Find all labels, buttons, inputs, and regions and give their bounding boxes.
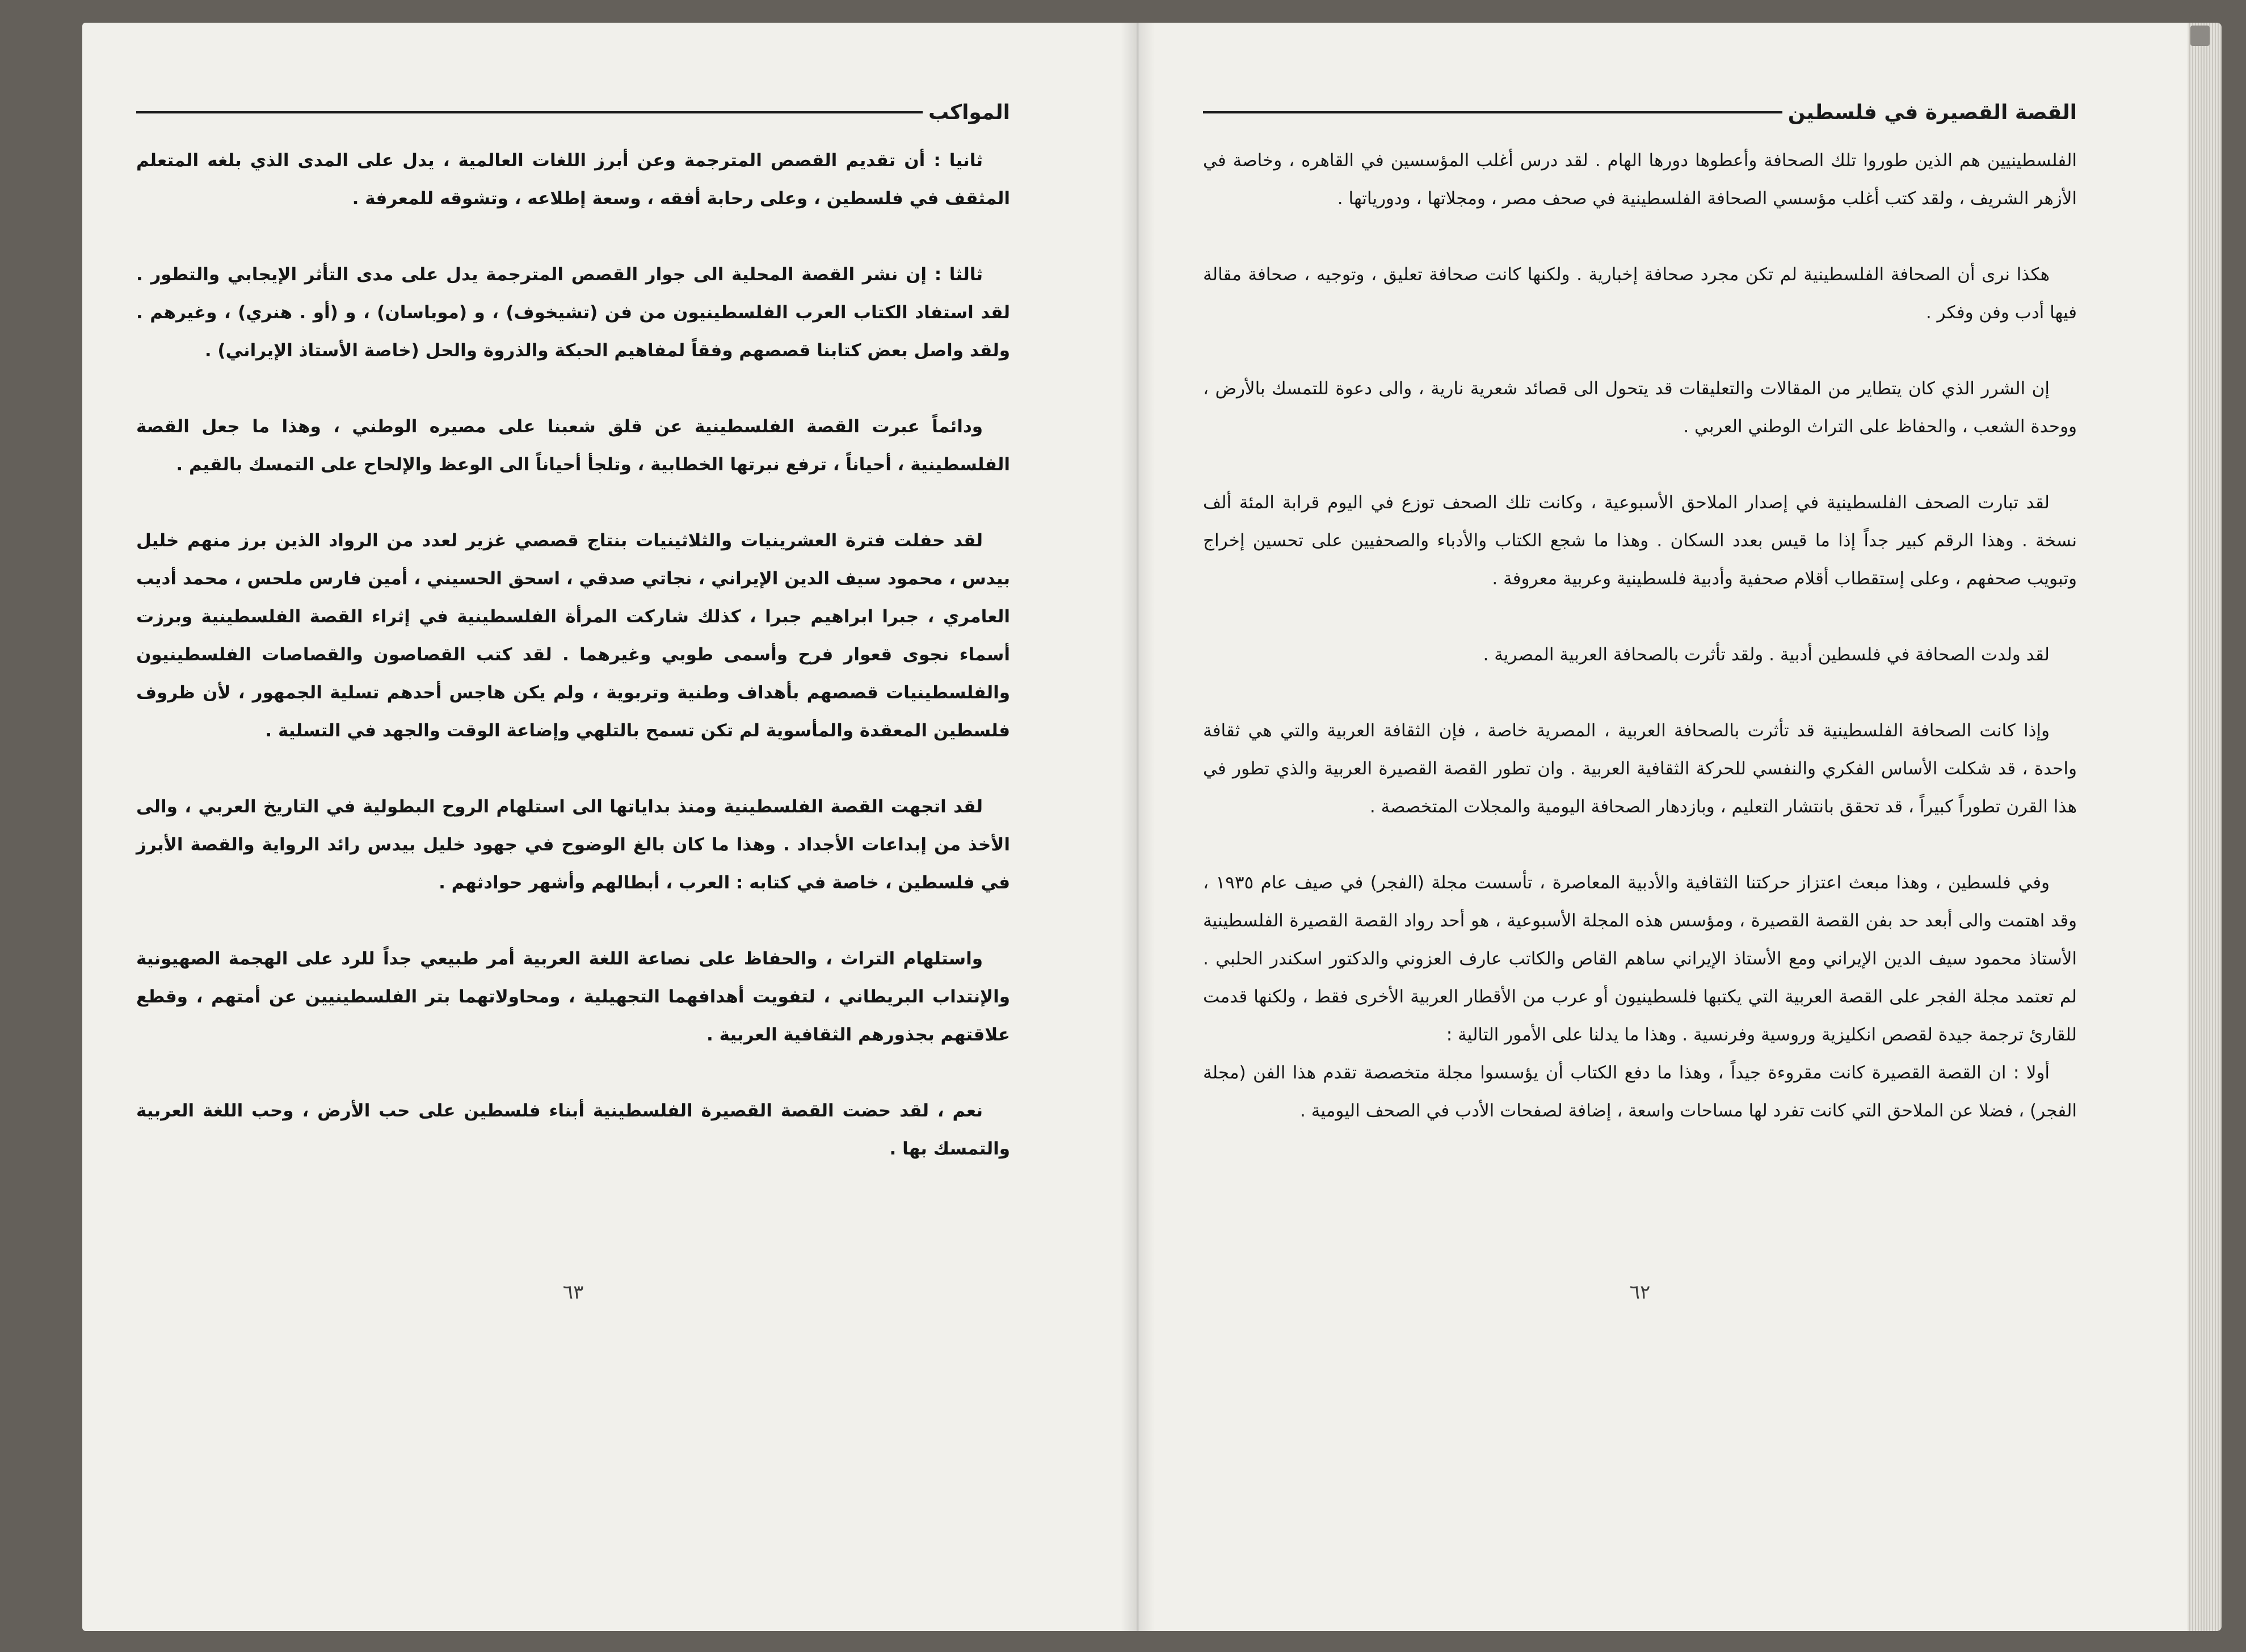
right-page-number: ٦٢: [1629, 1281, 1651, 1304]
left-header-rule: [136, 111, 923, 113]
paragraph: ثانيا : أن تقديم القصص المترجمة وعن أبرز اللغات العالمية ، يدل على المدى الذي بلغه المتعلم المثقف في فلسطين ، وعلى رحابة أفقه ، وسعة إطلاعه ، وتشوقه للمعرفة .: [136, 150, 1010, 209]
paragraph: لقد ولدت الصحافة في فلسطين أدبية . ولقد تأثرت بالصحافة العربية المصرية .: [1483, 644, 2050, 665]
paragraph: لقد تبارت الصحف الفلسطينية في إصدار الملاحق الأسبوعية ، وكانت تلك الصحف توزع في اليوم قرابة المئة ألف نسخة . وهذا الرقم كبير جداً إذا ما قيس بعدد السكان . وهذا ما شجع الكتاب والأدباء والصحفيين على تحسين إخراج وتبويب صحفهم ، وعلى إستقطاب أقلام صحفية وأدبية فلسطينية وعربية معروفة .: [1203, 492, 2077, 589]
left-page-body: [136, 142, 1010, 1206]
paragraph: إن الشرر الذي كان يتطاير من المقالات والتعليقات قد يتحول الى قصائد شعرية نارية ، والى دعوة للتمسك بالأرض ، ووحدة الشعب ، والحفاظ على التراث الوطني العربي .: [1203, 378, 2077, 437]
right-header-rule: [1203, 111, 1782, 113]
paragraph: لقد اتجهت القصة الفلسطينية ومنذ بداياتها الى استلهام الروح البطولية في التاريخ العربي ، والى الأخذ من إبداعات الأجداد . وهذا ما كان بالغ الوضوح في جهود خليل بيدس رائد الرواية والقصة الأبرز في فلسطين ، خاصة في كتابه : العرب ، أبطالهم وأشهر حوادثهم .: [136, 796, 1010, 893]
paragraph: نعم ، لقد حضت القصة القصيرة الفلسطينية أبناء فلسطين على حب الأرض ، وحب اللغة العربية والتمسك بها .: [136, 1101, 1010, 1159]
paragraph: هكذا نرى أن الصحافة الفلسطينية لم تكن مجرد صحافة إخبارية . ولكنها كانت صحافة تعليق ، وتوجيه ، صحافة مقالة فيها أدب وفن وفكر .: [1203, 264, 2077, 323]
paragraph: واستلهام التراث ، والحفاظ على نصاعة اللغة العربية أمر طبيعي جداً للرد على الهجمة الصهيونية والإنتداب البريطاني ، لتفويت أهدافهما التجهيلية ، ومحاولاتهما بتر الفلسطينيين عن أمتهم ، وقطع علاقتهم بجذورهم الثقافية العربية .: [136, 949, 1010, 1045]
corner-mark: [2190, 26, 2210, 46]
left-page: [136, 0, 1010, 1652]
paragraph: ودائماً عبرت القصة الفلسطينية عن قلق شعبنا على مصيره الوطني ، وهذا ما جعل القصة الفلسطينية ، أحياناً ، ترفع نبرتها الخطابية ، وتلجأ أحياناً الى الوعظ والإلحاح على التمسك بالقيم .: [136, 416, 1010, 475]
right-running-head-title: القصة القصيرة في فلسطين: [1787, 100, 2077, 124]
right-running-header: [1203, 98, 2077, 127]
paragraph: الفلسطينيين هم الذين طوروا تلك الصحافة وأعطوها دورها الهام . لقد درس أغلب المؤسسين في القاهره ، وخاصة في الأزهر الشريف ، ولقد كتب أغلب مؤسسي الصحافة الفلسطينية في صحف مصر ، ومجلاتها ، ودورياتها .: [1203, 150, 2077, 209]
right-page: [1203, 0, 2077, 1652]
paragraph: وفي فلسطين ، وهذا مبعث اعتزاز حركتنا الثقافية والأدبية المعاصرة ، تأسست مجلة (الفجر) في صيف عام ١٩٣٥ ، وقد اهتمت والى أبعد حد بفن القصة القصيرة ، ومؤسس هذه المجلة الأسبوعية ، هو أحد رواد القصة القصيرة الفلسطينية الأستاذ محمود سيف الدين الإيراني ومع الأستاذ الإيراني ساهم القاص والكاتب عارف العزوني والدكتور اسكندر الحلبي . لم تعتمد مجلة الفجر على القصة العربية التي يكتبها فلسطينيون أو عرب من الأقطار العربية الأخرى فقط ، ولكنها قدمت للقارئ ترجمة جيدة لقصص انكليزية وروسية وفرنسية . وهذا ما يدلنا على الأمور التالية :: [1203, 873, 2077, 1045]
paragraph: ثالثا : إن نشر القصة المحلية الى جوار القصص المترجمة يدل على مدى التأثر الإيجابي والتطور . لقد استفاد الكتاب العرب الفلسطينيون من فن (تشيخوف) ، و (موباسان) ، و (أو . هنري) ، وغيرهم . ولقد واصل بعض كتابنا قصصهم وفقاً لمفاهيم الحبكة والذروة والحل (خاصة الأستاذ الإيراني) .: [136, 264, 1010, 361]
left-running-head-title: المواكب: [928, 100, 1010, 124]
book-gutter: [1121, 23, 1155, 1631]
paragraph: وإذا كانت الصحافة الفلسطينية قد تأثرت بالصحافة العربية ، المصرية خاصة ، فإن الثقافة العربية والتي هي ثقافة واحدة ، قد شكلت الأساس الفكري والنفسي للحركة الثقافية العربية . وان تطور القصة القصيرة العربية والذي تطور في هذا القرن تطوراً كبيراً ، قد تحقق بانتشار التعليم ، وبازدهار الصحافة اليومية والمجلات المتخصصة .: [1203, 720, 2077, 817]
left-page-number: ٦٣: [562, 1281, 584, 1304]
paragraph: أولا : ان القصة القصيرة كانت مقروءة جيداً ، وهذا ما دفع الكتاب أن يؤسسوا مجلة متخصصة تقدم هذا الفن (مجلة الفجر) ، فضلا عن الملاحق التي كانت تفرد لها مساحات واسعة ، إضافة لصفحات الأدب في الصحف اليومية .: [1203, 1063, 2077, 1121]
right-page-body: [1203, 142, 2077, 1168]
page-edges: [2188, 23, 2222, 1631]
paragraph: لقد حفلت فترة العشرينيات والثلاثينيات بنتاج قصصي غزير لعدد من الرواد الذين برز منهم خليل بيدس ، محمود سيف الدين الإيراني ، نجاتي صدقي ، اسحق الحسيني ، أمين فارس ملحس ، محمد أديب العامري ، جبرا ابراهيم جبرا ، كذلك شاركت المرأة الفلسطينية في إثراء القصة الفلسطينية وبرزت أسماء نجوى قعوار فرح وأسمى طوبي وغيرهما . لقد كتب القصاصون والقصاصات الفلسطينيون والفلسطينيات قصصهم بأهداف وطنية وتربوية ، ولم يكن هاجس أحدهم تسلية الجمهور ، لأن ظروف فلسطين المعقدة والمأسوية لم تكن تسمح بالتلهي وإضاعة الوقت والجهد في التسلية .: [136, 530, 1010, 741]
left-running-header: [136, 98, 1010, 127]
